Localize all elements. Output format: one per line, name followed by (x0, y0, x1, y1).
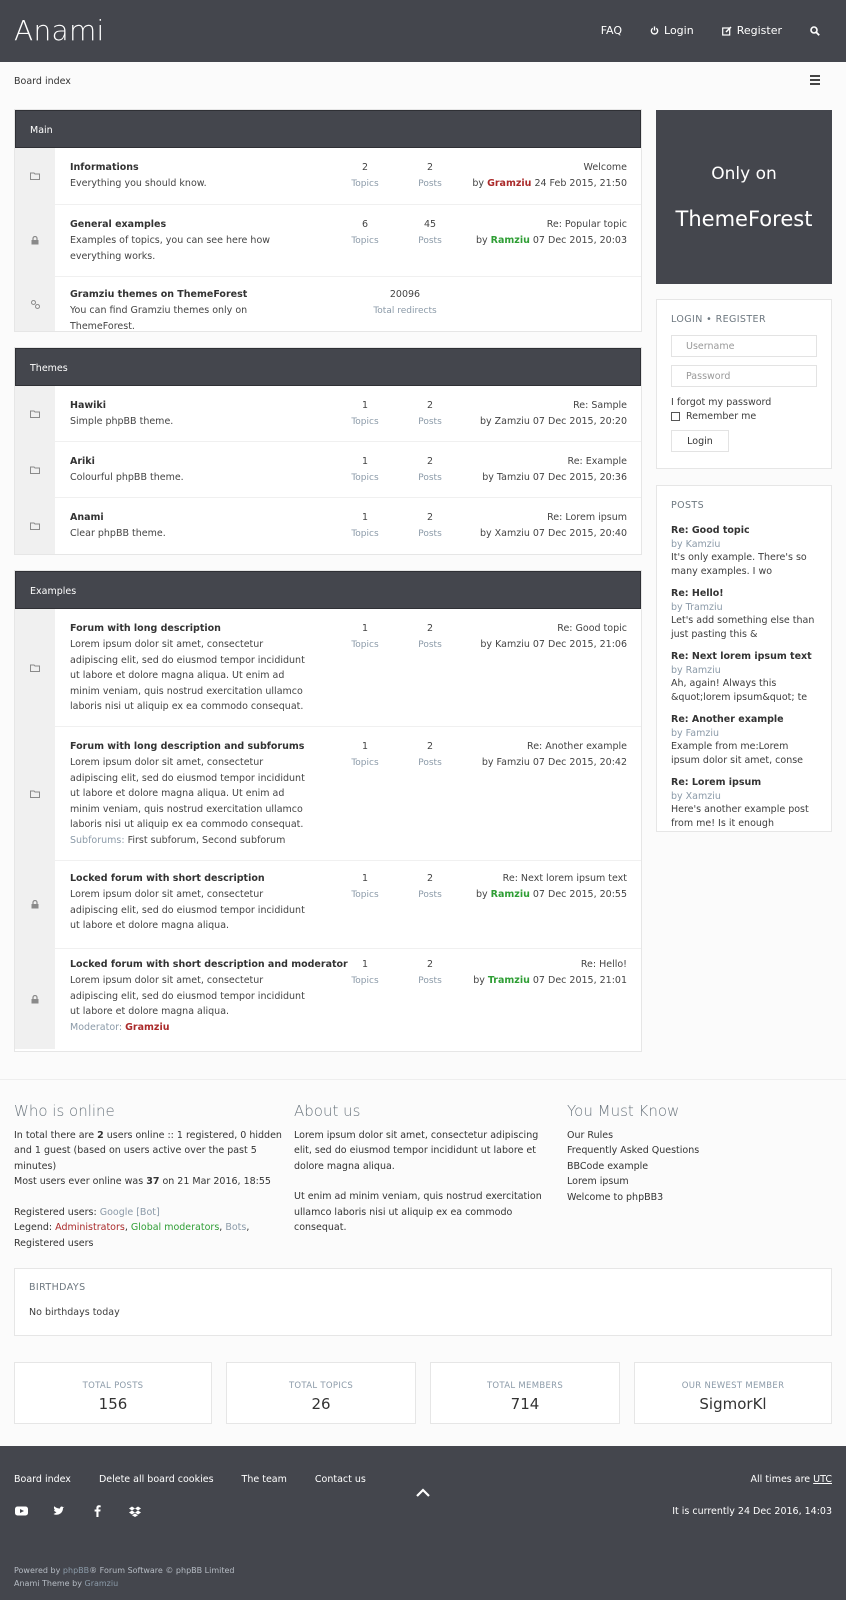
forum-desc: Lorem ipsum dolor sit amet, consectetur adipiscing elit, sed do eiusmod tempor incididunt ut labore et dolore magna aliqua. Ut enim ad minim veniam, quis nostrud exercitation ullamco laboris nisi ut aliquip ex ea commodo consequat. Subforums: First subforum, Second subforum (70, 757, 305, 846)
folder-icon (15, 148, 55, 204)
search-button[interactable] (810, 24, 820, 37)
login-tab[interactable]: LOGIN (671, 314, 703, 325)
category-main (14, 109, 642, 332)
recent-post[interactable]: Re: Next lorem ipsum text by Ramziu Ah, again! Always this &quot;lorem ipsum&quot; te (671, 651, 812, 703)
mustknow-heading: You Must Know (567, 1102, 680, 1120)
recent-post[interactable]: Re: Another example by Famziu Example from me:Lorem ipsum dolor sit amet, conse (671, 714, 804, 766)
about-us (294, 1104, 554, 1236)
posts-heading: POSTS (671, 500, 705, 511)
youtube-icon[interactable] (14, 1504, 28, 1518)
facebook-icon[interactable] (90, 1504, 104, 1518)
recent-posts (656, 485, 832, 832)
subforum-links[interactable]: First subforum, Second subforum (127, 834, 286, 846)
posts-count: 45 Posts (418, 219, 442, 246)
forum-row[interactable] (15, 949, 641, 1049)
who-is-online: Who is online In total there are 2 users online :: 1 registered, 0 hidden and 1 guest (based on users active over the past 5 minutes) Most users ever online was 37 on 21 Mar 2016, 18:55 Registered users: Google [Bot] Legend: Administrators, Global moderators, Bots, Registered users (14, 1104, 284, 1251)
phpbb-link[interactable]: phpBB (62, 1566, 90, 1575)
footer (0, 1446, 846, 1600)
forum-row[interactable] (15, 727, 641, 861)
footer-link-team[interactable]: The team (241, 1474, 287, 1485)
social-links (14, 1504, 142, 1518)
moderator-link[interactable]: Gramziu (125, 1021, 170, 1033)
last-post[interactable]: Re: Next lorem ipsum text by Ramziu 07 Dec 2015, 20:55 (475, 873, 627, 900)
chevron-up-icon[interactable] (416, 1488, 430, 1500)
legend-admins[interactable]: Administrators (55, 1222, 125, 1233)
footer-link-contact[interactable]: Contact us (314, 1474, 366, 1485)
login-box (656, 299, 832, 469)
redirects-count: 20096 Total redirects (373, 289, 437, 316)
posts-count: 2 Posts (418, 456, 442, 483)
forum-title[interactable]: Forum with long description and subforums (70, 741, 305, 752)
folder-icon (15, 727, 55, 860)
remember-me[interactable]: Remember me (671, 411, 817, 422)
header (0, 0, 846, 62)
top-nav (573, 24, 820, 37)
author-link[interactable]: Gramziu (84, 1579, 119, 1588)
about-heading: About us (294, 1102, 361, 1120)
divider (0, 1079, 846, 1080)
posts-count: 2 Posts (418, 512, 442, 539)
stat-total-posts: TOTAL POSTS 156 (14, 1362, 212, 1424)
posts-count: 2 Posts (418, 400, 442, 427)
twitter-icon[interactable] (52, 1504, 66, 1518)
faq-link[interactable]: FAQ (600, 24, 623, 37)
forum-row[interactable] (15, 861, 641, 949)
forum-desc: Everything you should know. (70, 178, 207, 189)
category-title[interactable]: Main (15, 110, 641, 148)
folder-icon (15, 442, 55, 497)
legend-gmods[interactable]: Global moderators (130, 1222, 220, 1233)
online-heading: Who is online (14, 1102, 115, 1120)
last-post[interactable]: Re: Another example by Famziu 07 Dec 2015, 20:42 (481, 741, 627, 768)
forum-row[interactable] (15, 205, 641, 277)
stat-newest-member[interactable]: OUR NEWEST MEMBER SigmorKl (634, 1362, 832, 1424)
last-post[interactable]: Re: Lorem ipsum by Xamziu 07 Dec 2015, 20:40 (479, 512, 627, 539)
forum-desc: Clear phpBB theme. (70, 528, 166, 539)
stat-total-topics: TOTAL TOPICS 26 (226, 1362, 416, 1424)
category-title[interactable]: Themes (15, 348, 641, 386)
login-button[interactable]: Login (671, 430, 729, 452)
folder-icon (15, 609, 55, 726)
forgot-password-link[interactable]: I forgot my password (671, 397, 772, 408)
ad-line2: ThemeForest (675, 207, 813, 231)
recent-post[interactable]: Re: Good topic by Kamziu It's only example. There's so many examples. I wo (671, 525, 807, 577)
forum-desc: Colourful phpBB theme. (70, 472, 184, 483)
register-tab[interactable]: REGISTER (715, 314, 766, 325)
mustknow-link[interactable]: Frequently Asked Questions (567, 1145, 700, 1156)
topics-count: 1 Topics (351, 512, 379, 539)
forum-title[interactable]: Hawiki (70, 400, 106, 411)
lock-icon (15, 861, 55, 948)
footer-link-board-index[interactable]: Board index (14, 1474, 71, 1485)
ad-line1: Only on (711, 164, 777, 184)
password-input[interactable]: Password (671, 365, 817, 387)
topics-count: 1 Topics (351, 400, 379, 427)
last-post[interactable]: Re: Example by Tamziu 07 Dec 2015, 20:36 (482, 456, 627, 483)
forum-desc: Simple phpBB theme. (70, 416, 174, 427)
forum-title[interactable]: Anami (70, 512, 104, 523)
last-post[interactable]: Re: Good topic by Kamziu 07 Dec 2015, 21:06 (480, 623, 627, 650)
last-post[interactable]: Welcome by Gramziu 24 Feb 2015, 21:50 (472, 162, 627, 189)
category-title[interactable]: Examples (15, 571, 641, 609)
edit-icon (722, 26, 732, 36)
posts-count: 2 Posts (418, 959, 442, 986)
forum-desc: Lorem ipsum dolor sit amet, consectetur adipiscing elit, sed do eiusmod tempor incididunt ut labore et dolore magna aliqua. Moderator: Gramziu (70, 975, 305, 1033)
forum-title[interactable]: Gramziu themes on ThemeForest (70, 289, 248, 300)
topics-count: 1 Topics (351, 456, 379, 483)
topics-count: 6 Topics (351, 219, 379, 246)
birthdays-box (14, 1268, 832, 1336)
login-box-heading: LOGIN • REGISTER (671, 314, 766, 325)
forum-title[interactable]: Locked forum with short description and moderator (70, 959, 348, 970)
last-post[interactable]: Re: Popular topic by Ramziu 07 Dec 2015, 20:03 (475, 219, 627, 246)
folder-icon (15, 498, 55, 554)
birthdays-text: No birthdays today (29, 1307, 120, 1318)
mustknow-link[interactable]: BBCode example (567, 1160, 649, 1172)
menu-icon[interactable] (810, 75, 820, 87)
last-post[interactable]: Re: Sample by Zamziu 07 Dec 2015, 20:20 (479, 400, 627, 427)
folder-icon (15, 386, 55, 441)
forum-desc: You can find Gramziu themes only on ThemeForest. (70, 305, 248, 332)
forum-title[interactable]: Informations (70, 162, 139, 173)
mustknow-link[interactable]: Lorem ipsum (567, 1176, 629, 1187)
register-link[interactable]: Register (722, 24, 782, 37)
forum-row[interactable] (15, 609, 641, 727)
topics-count: 2 Topics (351, 162, 379, 189)
current-time: It is currently 24 Dec 2016, 14:03 (672, 1506, 832, 1517)
posts-count: 2 Posts (418, 873, 442, 900)
forum-desc: Lorem ipsum dolor sit amet, consectetur adipiscing elit, sed do eiusmod tempor incididunt ut labore et dolore magna aliqua. (70, 889, 305, 931)
breadcrumb[interactable]: Board index (14, 76, 71, 87)
forum-row[interactable] (15, 386, 641, 442)
category-themes (14, 347, 642, 555)
themeforest-ad[interactable] (656, 110, 832, 284)
category-examples (14, 570, 642, 1052)
login-link[interactable]: Login (650, 24, 694, 37)
posts-count: 2 Posts (418, 623, 442, 650)
topics-count: 1 Topics (351, 623, 379, 650)
dropbox-icon[interactable] (128, 1504, 142, 1518)
about-text: Lorem ipsum dolor sit amet, consectetur adipiscing elit, sed do eiusmod tempor incididunt ut labore et dolore magna aliqua. (294, 1129, 539, 1172)
username-input[interactable]: Username (671, 335, 817, 357)
forum-row[interactable] (15, 148, 641, 205)
power-icon (650, 26, 659, 35)
forum-title[interactable]: Ariki (70, 456, 95, 467)
recent-post[interactable]: Re: Hello! by Tramziu Let's add something else than just pasting this & (671, 588, 815, 640)
site-logo[interactable]: Anami (14, 14, 105, 47)
credits: Powered by phpBB® Forum Software © phpBB Limited Anami Theme by Gramziu (14, 1566, 235, 1588)
timezone-info: All times are UTC (750, 1474, 832, 1485)
recent-post[interactable]: Re: Lorem ipsum by Xamziu Here's another example post from me! Is it enough (671, 777, 809, 829)
footer-links (14, 1474, 366, 1485)
footer-link-delete-cookies[interactable]: Delete all board cookies (98, 1474, 214, 1485)
mustknow-link[interactable]: Our Rules (567, 1129, 614, 1141)
last-post[interactable]: Re: Hello! by Tramziu 07 Dec 2015, 21:01 (473, 959, 627, 986)
mustknow-link[interactable]: Welcome to phpBB3 (567, 1191, 664, 1203)
forum-title[interactable]: Forum with long description (70, 623, 221, 634)
must-know (567, 1104, 837, 1205)
search-icon (810, 26, 820, 36)
topics-count: 1 Topics (351, 873, 379, 900)
birthdays-heading: BIRTHDAYS (29, 1282, 86, 1293)
remember-checkbox[interactable] (671, 412, 680, 421)
forum-desc: Examples of topics, you can see here how everything works. (70, 235, 271, 262)
topics-count: 1 Topics (351, 741, 379, 768)
forum-row[interactable] (15, 442, 641, 498)
legend-bots[interactable]: Bots (225, 1222, 247, 1233)
forum-title[interactable]: General examples (70, 219, 167, 230)
topics-count: 1 Topics (351, 959, 379, 986)
about-text: Ut enim ad minim veniam, quis nostrud exercitation ullamco laboris nisi ut aliquip ex ea commodo consequat. (294, 1191, 542, 1233)
forum-desc: Lorem ipsum dolor sit amet, consectetur adipiscing elit, sed do eiusmod tempor incididunt ut labore et dolore magna aliqua. Ut enim ad minim veniam, quis nostrud exercitation ullamco laboris nisi ut aliquip ex ea commodo consequat. (70, 639, 305, 712)
forum-row[interactable] (15, 277, 641, 331)
posts-count: 2 Posts (418, 741, 442, 768)
stat-total-members: TOTAL MEMBERS 714 (430, 1362, 620, 1424)
lock-icon (15, 205, 55, 276)
link-icon (15, 277, 55, 331)
forum-title[interactable]: Locked forum with short description (70, 873, 265, 884)
forum-row[interactable] (15, 498, 641, 554)
lock-icon (15, 949, 55, 1049)
posts-count: 2 Posts (418, 162, 442, 189)
online-user-link[interactable]: Google [Bot] (99, 1206, 160, 1218)
